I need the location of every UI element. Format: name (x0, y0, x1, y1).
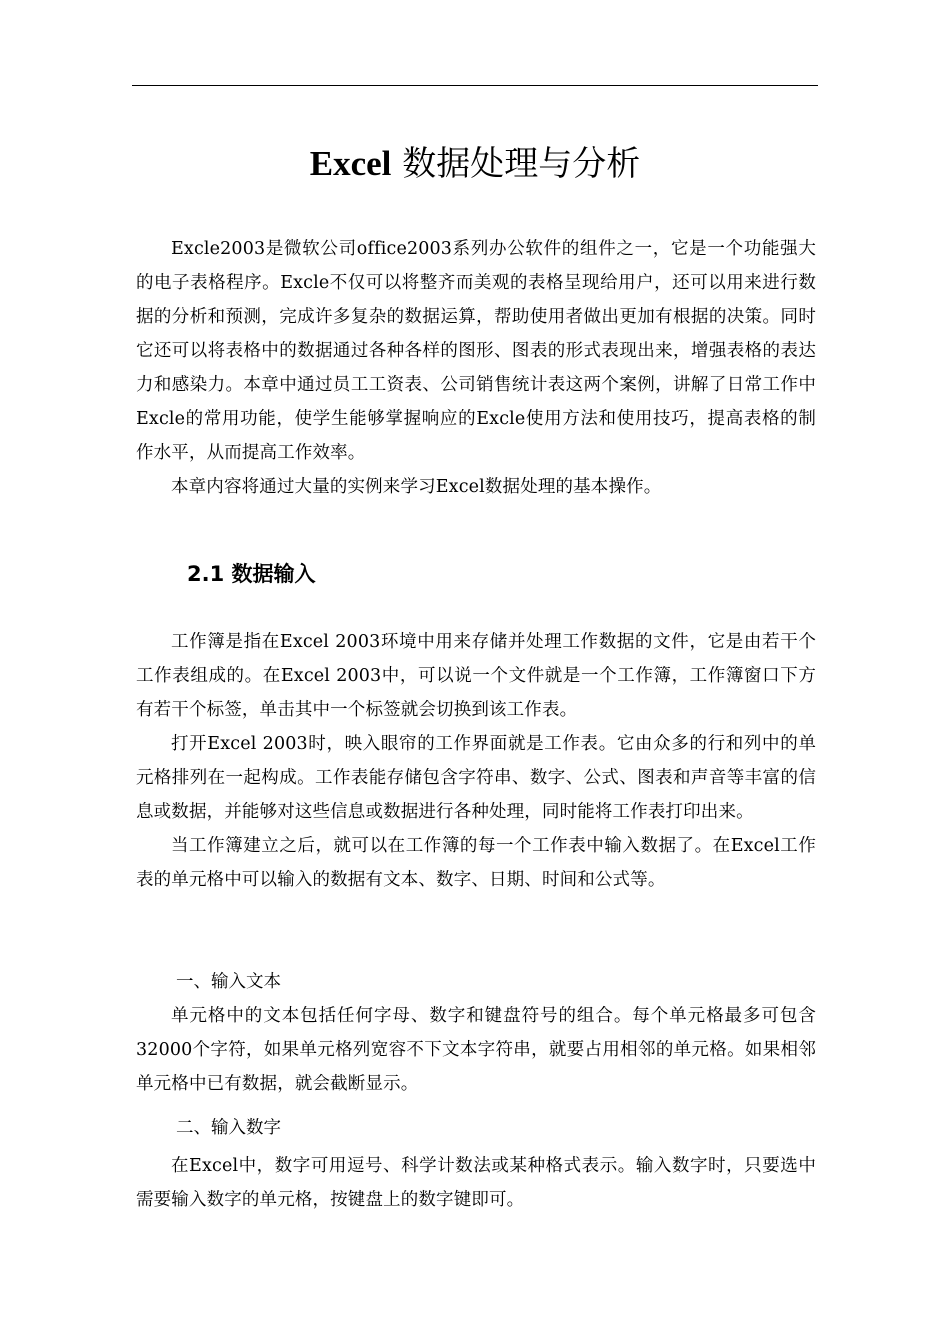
section-paragraph-2: 打开Excel 2003时，映入眼帘的工作界面就是工作表。它由众多的行和列中的单元格排列在一起构成。工作表能存储包含字符串、数字、公式、图表和声音等丰富的信息或数据，并能够对这些信息或数据进行各种处理，同时能将工作表打印出来。 (136, 734, 816, 822)
section-body-3 (136, 1149, 816, 1217)
intro-paragraph-1: Excle2003是微软公司office2003系列办公软件的组件之一，它是一个功能强大的电子表格程序。Excle不仅可以将整齐而美观的表格呈现给用户，还可以用来进行数据的分析和预测，完成许多复杂的数据运算，帮助使用者做出更加有根据的决策。同时它还可以将表格中的数据通过各种各样的图形、图表的形式表现出来，增强表格的表达力和感染力。本章中通过员工工资表、公司销售统计表这两个案例，讲解了日常工作中Excle的常用功能，使学生能够掌握响应的Excle使用方法和使用技巧，提高表格的制作水平，从而提高工作效率。 (136, 239, 816, 463)
section-heading: 2.1 数据输入 (187, 562, 316, 586)
section-paragraph-3: 当工作簿建立之后，就可以在工作簿的每一个工作表中输入数据了。在Excel工作表的单元格中可以输入的数据有文本、数字、日期、时间和公式等。 (136, 836, 816, 890)
subheading-input-text: 一、输入文本 (176, 972, 281, 992)
intro-section (136, 232, 816, 504)
section-paragraph-4: 单元格中的文本包括任何字母、数字和键盘符号的组合。每个单元格最多可包含32000个字符，如果单元格列宽容不下文本字符串，就要占用相邻的单元格。如果相邻单元格中已有数据，就会截断显示。 (136, 1006, 816, 1094)
intro-paragraph-2: 本章内容将通过大量的实例来学习Excel数据处理的基本操作。 (171, 477, 662, 497)
document-title-text: 数据处理与分析 (391, 144, 641, 184)
document-title (132, 140, 818, 188)
section-paragraph-5: 在Excel中，数字可用逗号、科学计数法或某种格式表示。输入数字时，只要选中需要输入数字的单元格，按键盘上的数字键即可。 (136, 1156, 816, 1210)
header-rule (132, 85, 818, 86)
section-body-1 (136, 625, 816, 897)
document-title-latin: Excel (309, 144, 392, 183)
section-paragraph-1: 工作簿是指在Excel 2003环境中用来存储并处理工作数据的文件，它是由若干个工作表组成的。在Excel 2003中，可以说一个文件就是一个工作簿，工作簿窗口下方有若干个标签，单击其中一个标签就会切换到该工作表。 (136, 632, 816, 720)
section-body-2 (136, 999, 816, 1101)
subheading-input-number: 二、输入数字 (176, 1118, 281, 1138)
